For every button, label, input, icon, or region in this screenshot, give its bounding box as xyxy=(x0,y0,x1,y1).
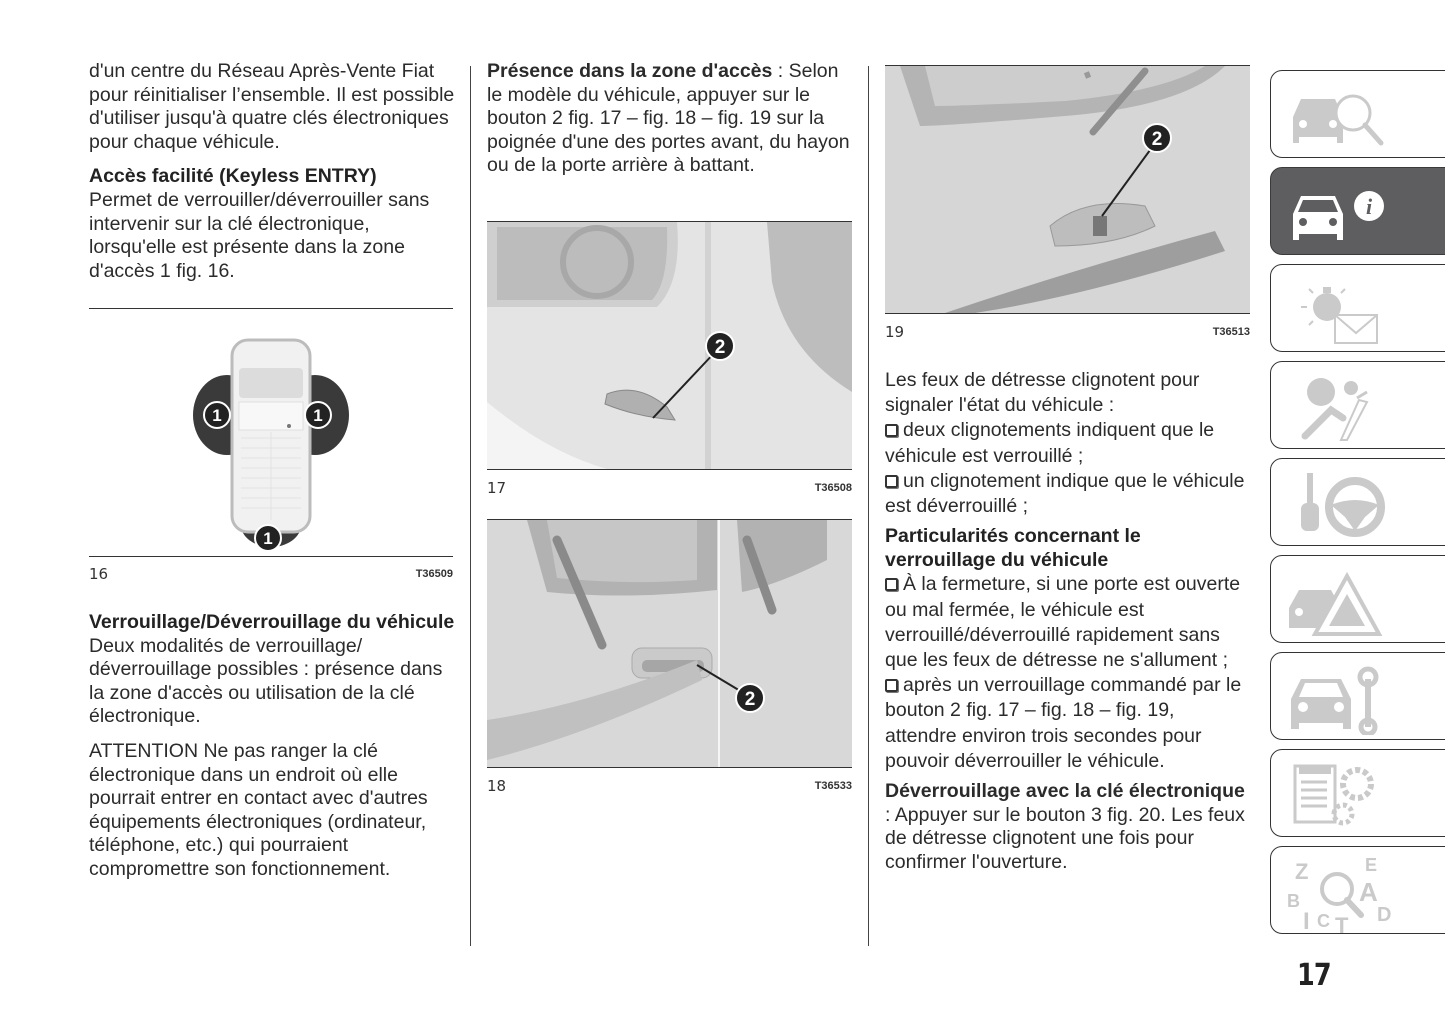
airbag-seat-icon xyxy=(1281,368,1391,444)
figure-number: 16 xyxy=(89,565,109,583)
figure-number: 17 xyxy=(487,479,507,497)
figure-bottom-rule xyxy=(89,556,453,557)
bullet-unlocked: un clignotement indique que le véhicule est déverrouillé ; xyxy=(885,469,1245,518)
svg-text:E: E xyxy=(1365,855,1378,875)
figure-19 xyxy=(885,65,1250,345)
svg-text:A: A xyxy=(1359,877,1378,907)
svg-text:1: 1 xyxy=(313,406,323,425)
figure-code: T36533 xyxy=(814,780,852,792)
svg-text:T: T xyxy=(1335,913,1349,933)
svg-text:D: D xyxy=(1377,904,1391,926)
side-tab-safety[interactable] xyxy=(1270,361,1445,449)
key-steering-wheel-icon xyxy=(1281,465,1391,541)
figure-bottom-rule xyxy=(885,313,1250,314)
heading-keyless-entry: Accès facilité (Keyless ENTRY) xyxy=(89,165,377,188)
bullet-locked: deux clignotements indiquent que le véhicule est verrouillé ; xyxy=(885,419,1215,467)
side-tab-warning-lights[interactable] xyxy=(1270,264,1445,352)
svg-text:I: I xyxy=(1303,908,1310,933)
column-3 xyxy=(885,368,1251,874)
figure-17 xyxy=(487,221,852,501)
figure-code: T36509 xyxy=(415,568,453,580)
column-2 xyxy=(487,60,853,178)
paragraph-unlock-with-key: Déverrouillage avec la clé électronique : Appuyer sur le bouton 3 fig. 20. Les feux de détresse clignotent une fois pour confirmer l'ouverture. xyxy=(885,780,1245,873)
svg-text:2: 2 xyxy=(714,337,726,358)
page-number: 17 xyxy=(1297,958,1331,993)
svg-text:1: 1 xyxy=(212,406,222,425)
bullet-door-open: À la fermeture, si une porte est ouverte ou mal fermée, le véhicule est verrouillé/déverrouillé rapidement sans que les feux de détresse ne s'allument ; xyxy=(885,573,1241,672)
figure-bottom-rule xyxy=(487,469,852,470)
side-tab-technical-data[interactable] xyxy=(1270,749,1445,837)
paragraph-hazard-lights: Les feux de détresse clignotent pour signaler l'état du véhicule : xyxy=(885,369,1200,417)
svg-text:2: 2 xyxy=(744,689,756,710)
svg-text:C: C xyxy=(1317,911,1330,931)
side-tab-starting-driving[interactable] xyxy=(1270,458,1445,546)
paragraph-reset-keys: d'un centre du Réseau Après-Vente Fiat pour réinitialiser l’ensemble. Il est possible d'utiliser jusqu'à quatre clés électroniques pour chaque véhicule. xyxy=(89,60,455,153)
side-tab-maintenance[interactable] xyxy=(1270,652,1445,740)
figure-code: T36508 xyxy=(814,482,852,494)
figure-number: 18 xyxy=(487,777,507,795)
bullet-wait-3-seconds: après un verrouillage commandé par le bouton 2 fig. 17 – fig. 18 – fig. 19, attendre environ trois secondes pour pouvoir déverrouiller le véhicule. xyxy=(885,674,1242,772)
figure-bottom-rule xyxy=(487,767,852,768)
side-tab-car-magnifier[interactable] xyxy=(1270,70,1445,158)
paragraph-access-zone xyxy=(487,60,853,178)
car-warning-triangle-icon xyxy=(1281,562,1391,638)
heading-locking-particulars: Particularités concernant le verrouillage du véhicule xyxy=(885,525,1141,571)
car-wrench-icon xyxy=(1281,659,1391,735)
column-divider-2 xyxy=(868,66,869,946)
svg-text:i: i xyxy=(1365,194,1373,219)
svg-text:Z: Z xyxy=(1295,859,1309,884)
lead-bold: Déverrouillage avec la clé électronique xyxy=(885,780,1245,803)
figure-code: T36513 xyxy=(1212,326,1250,338)
figure-top-rule xyxy=(89,308,453,309)
document-gears-icon xyxy=(1281,756,1391,832)
svg-text:1: 1 xyxy=(263,529,273,548)
column-1 xyxy=(89,60,455,283)
car-info-icon xyxy=(1281,174,1391,250)
figure-18 xyxy=(487,519,852,799)
figure-16 xyxy=(89,308,453,588)
bullet-square-icon xyxy=(885,578,898,591)
front-door-handle-image xyxy=(487,222,852,469)
side-tab-emergency[interactable] xyxy=(1270,555,1445,643)
lead-text: : Selon le modèle du véhicule, appuyer sur le bouton 2 fig. 17 – fig. 18 – fig. 19 sur la poignée d'une des portes avant, du hayon ou de la porte arrière à battant. xyxy=(487,60,850,177)
svg-text:B: B xyxy=(1287,891,1300,911)
paragraph-lock-modes: Deux modalités de verrouillage/ déverrouillage possibles : présence dans la zone d'accès ou utilisation de la clé électronique. xyxy=(89,634,443,728)
bullet-square-icon xyxy=(885,679,898,692)
side-tab-index[interactable] xyxy=(1270,846,1445,934)
figure-number: 19 xyxy=(885,323,905,341)
tailgate-handle-image xyxy=(885,66,1250,313)
heading-lock-unlock: Verrouillage/Déverrouillage du véhicule xyxy=(89,611,455,633)
rear-door-handle-image xyxy=(487,520,852,767)
bullet-square-icon xyxy=(885,424,898,437)
side-tab-car-info[interactable] xyxy=(1270,167,1445,255)
car-magnifier-icon xyxy=(1281,77,1391,153)
column-1-lower xyxy=(89,611,455,882)
lead-bold: Présence dans la zone d'accès xyxy=(487,60,773,82)
column-divider-1 xyxy=(470,66,471,946)
warning-light-envelope-icon xyxy=(1281,271,1391,347)
paragraph-attention: ATTENTION Ne pas ranger la clé électronique dans un endroit où elle pourrait entrer en contact avec d'autres équipements électroniques (ordinateur, téléphone, etc.) qui pourraient compromettre son fonctionnement. xyxy=(89,739,428,880)
alphabet-index-magnifier-icon xyxy=(1281,853,1391,933)
svg-text:2: 2 xyxy=(1151,129,1163,150)
bullet-square-icon xyxy=(885,475,898,488)
paragraph-keyless-description: Permet de verrouiller/déverrouiller sans intervenir sur la clé électronique, lorsqu'elle est présente dans la zone d'accès 1 fig. 16. xyxy=(89,188,430,282)
van-top-view-image xyxy=(89,320,453,550)
